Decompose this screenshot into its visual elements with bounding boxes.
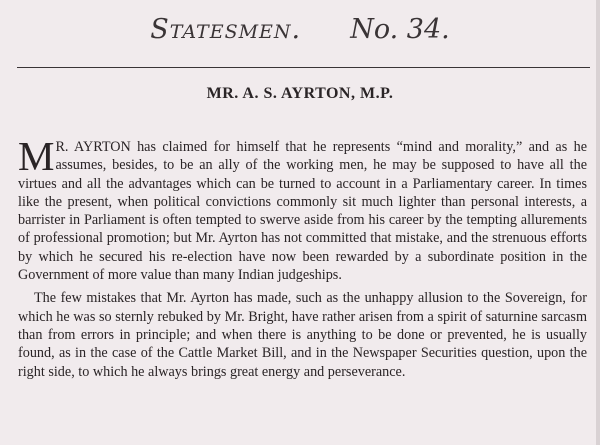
paragraph-1-text: R. AYRTON has claimed for himself that he represents “mind and morality,” and as he assumes, besides, to be an ally of the working men, he may be supposed to have all the virtues and all the advantages which can be turned to account in a Parliamentary career. In times like the present, when political convictions commonly sit much lighter than personal interests, a barrister in Parliament is often tempted to swerve aside from his career by the tempting allurements of professional promotion; but Mr. Ayrton has not committed that mistake, and the strenuous efforts by which he secured his re-election have now been rewarded by a subordinate position in the Government of more value than many Indian judgeships. bbox=[18, 139, 587, 284]
series-title: Statesmen. bbox=[150, 14, 302, 45]
page-edge bbox=[596, 0, 600, 445]
header-rule bbox=[17, 67, 590, 68]
page-header bbox=[0, 14, 600, 45]
drop-cap: M bbox=[18, 133, 55, 179]
paragraph-1 bbox=[18, 133, 587, 284]
article-body bbox=[18, 133, 587, 381]
paragraph-2: The few mistakes that Mr. Ayrton has made, such as the unhappy allusion to the Sovereign, for which he was so sternly rebuked by Mr. Bright, have rather arisen from a spirit of saturnine sarcasm than from errors in principle; and when there is anything to be done or prevented, he is usually found, as in the case of the Cattle Market Bill, and in the Newspaper Securities question, upon the right side, to which he always brings great energy and perseverance. bbox=[18, 290, 587, 380]
article-title: MR. A. S. AYRTON, M.P. bbox=[206, 85, 394, 102]
series-number: No. 34. bbox=[350, 14, 450, 45]
